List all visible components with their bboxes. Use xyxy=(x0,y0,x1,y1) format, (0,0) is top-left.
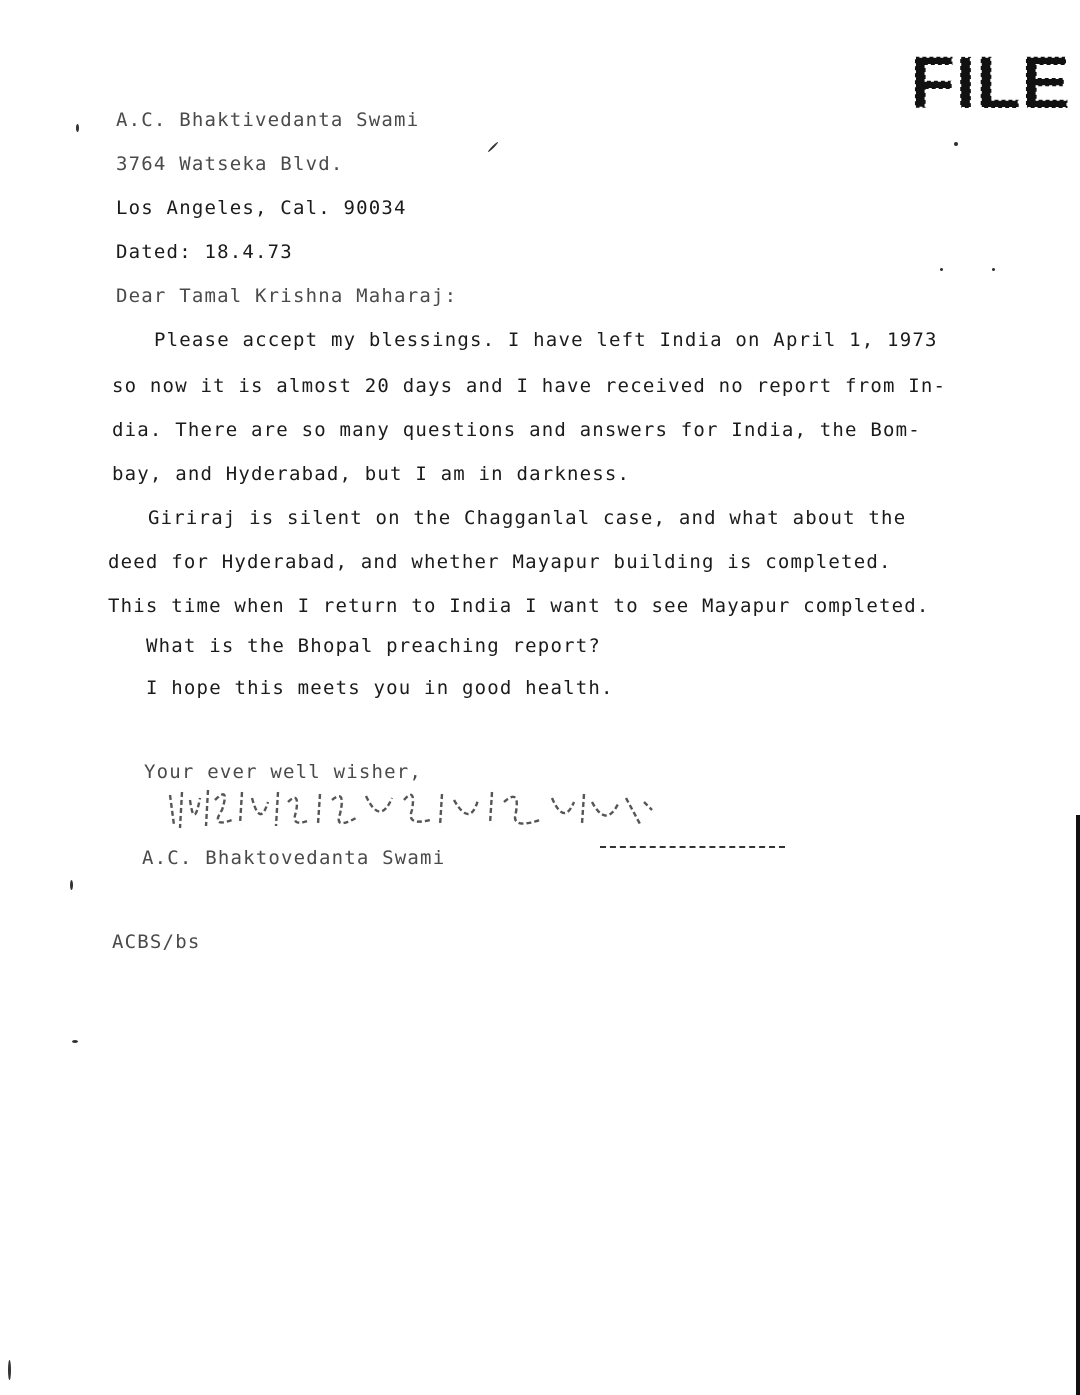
scan-speck xyxy=(70,880,73,890)
scan-speck xyxy=(8,1360,11,1380)
reference-initials: ACBS/bs xyxy=(112,931,201,953)
closing: Your ever well wisher, xyxy=(144,761,423,783)
scan-speck xyxy=(992,268,995,271)
scan-edge-shadow xyxy=(1076,815,1080,1395)
sender-name: A.C. Bhaktivedanta Swami xyxy=(116,109,420,131)
body-line: Please accept my blessings. I have left India on April 1, 1973 xyxy=(154,329,938,351)
letter-date: Dated: 18.4.73 xyxy=(116,241,293,263)
scan-speck xyxy=(487,141,498,152)
body-line: Giriraj is silent on the Chagganlal case, and what about the xyxy=(148,507,907,529)
sender-street: 3764 Watseka Blvd. xyxy=(116,153,344,175)
scan-speck xyxy=(940,268,943,271)
handwritten-signature xyxy=(160,780,660,840)
signature-rule xyxy=(600,846,785,848)
body-line: so now it is almost 20 days and I have received no report from In- xyxy=(112,375,947,397)
file-stamp-text: FILE xyxy=(910,41,1071,124)
signature-name: A.C. Bhaktovedanta Swami xyxy=(142,847,446,869)
file-stamp xyxy=(908,38,1071,124)
scan-speck xyxy=(954,142,958,146)
body-line: deed for Hyderabad, and whether Mayapur building is completed. xyxy=(108,551,892,573)
scan-speck xyxy=(76,124,79,132)
body-line: I hope this meets you in good health. xyxy=(146,677,614,699)
body-line: dia. There are so many questions and answers for India, the Bom- xyxy=(112,419,921,441)
body-line: What is the Bhopal preaching report? xyxy=(146,635,602,657)
salutation: Dear Tamal Krishna Maharaj: xyxy=(116,285,458,307)
body-line: This time when I return to India I want to see Mayapur completed. xyxy=(108,595,930,617)
scan-speck xyxy=(72,1040,78,1043)
sender-city: Los Angeles, Cal. 90034 xyxy=(116,197,407,219)
body-line: bay, and Hyderabad, but I am in darkness. xyxy=(112,463,631,485)
